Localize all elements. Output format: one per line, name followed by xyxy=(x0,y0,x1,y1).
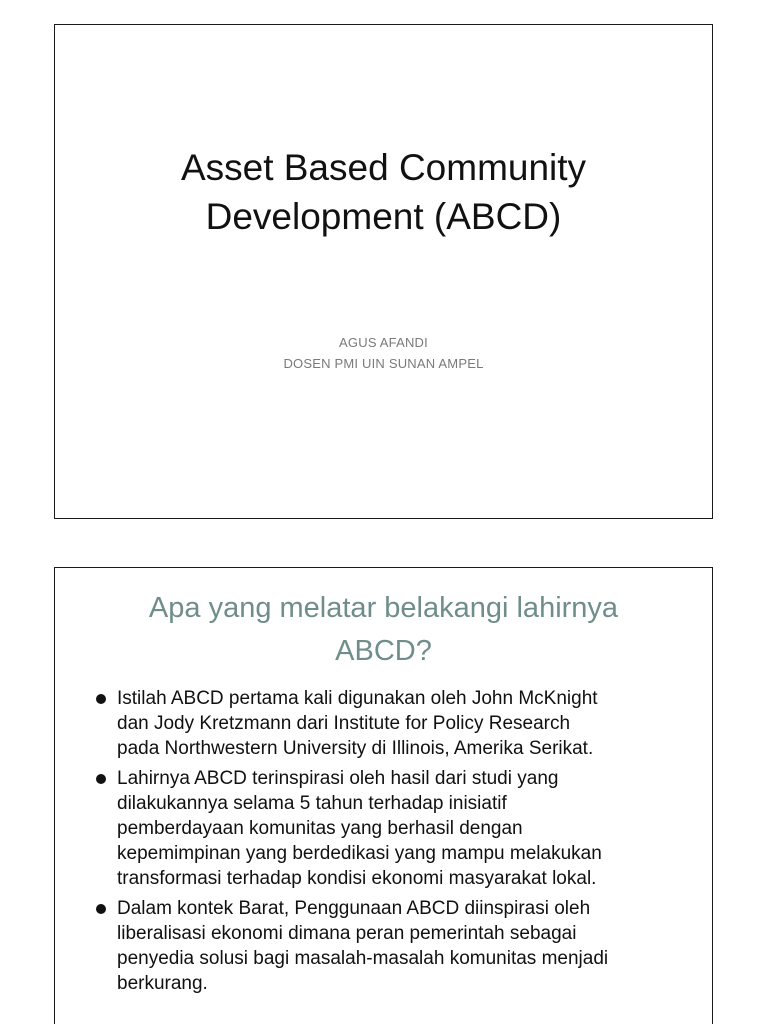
bullet-dot-icon xyxy=(96,694,106,704)
title-line: Asset Based Community xyxy=(180,147,587,188)
slide-title xyxy=(54,24,713,519)
author-name: AGUS AFANDI xyxy=(339,335,428,350)
heading-line: ABCD? xyxy=(335,635,432,667)
bullet-item xyxy=(95,686,698,761)
bullet-line: penyedia solusi bagi masalah-masalah komunitas menjadi xyxy=(117,948,609,969)
bullet-line: kepemimpinan yang berdedikasi yang mampu melakukan xyxy=(117,843,602,864)
bullet-item xyxy=(95,896,698,996)
bullet-line: liberalisasi ekonomi dimana peran pemerintah sebagai xyxy=(117,923,577,944)
author-affiliation: DOSEN PMI UIN SUNAN AMPEL xyxy=(283,356,484,371)
bullet-line: pada Northwestern University di Illinois, Amerika Serikat. xyxy=(117,738,594,759)
slide-heading xyxy=(55,587,712,673)
slide-title-heading xyxy=(55,143,712,241)
slide-subtitle xyxy=(55,332,712,374)
bullet-line: dan Jody Kretzmann dari Institute for Policy Research xyxy=(117,713,571,734)
bullet-dot-icon xyxy=(96,904,106,914)
bullet-line: Istilah ABCD pertama kali digunakan oleh John McKnight xyxy=(117,688,598,709)
title-line: Development (ABCD) xyxy=(205,196,562,237)
bullet-line: Dalam kontek Barat, Penggunaan ABCD diinspirasi oleh xyxy=(117,898,591,919)
bullet-line: dilakukannya selama 5 tahun terhadap inisiatif xyxy=(117,793,507,814)
slide-background xyxy=(54,567,713,1024)
bullet-line: Lahirnya ABCD terinspirasi oleh hasil dari studi yang xyxy=(117,768,559,789)
bullet-line: pemberdayaan komunitas yang berhasil dengan xyxy=(117,818,523,839)
bullet-dot-icon xyxy=(96,774,106,784)
bullet-item xyxy=(95,766,698,891)
heading-line: Apa yang melatar belakangi lahirnya xyxy=(148,592,619,624)
bullet-line: berkurang. xyxy=(117,973,208,994)
bullet-line: transformasi terhadap kondisi ekonomi masyarakat lokal. xyxy=(117,868,597,889)
bullet-list xyxy=(95,686,698,1001)
